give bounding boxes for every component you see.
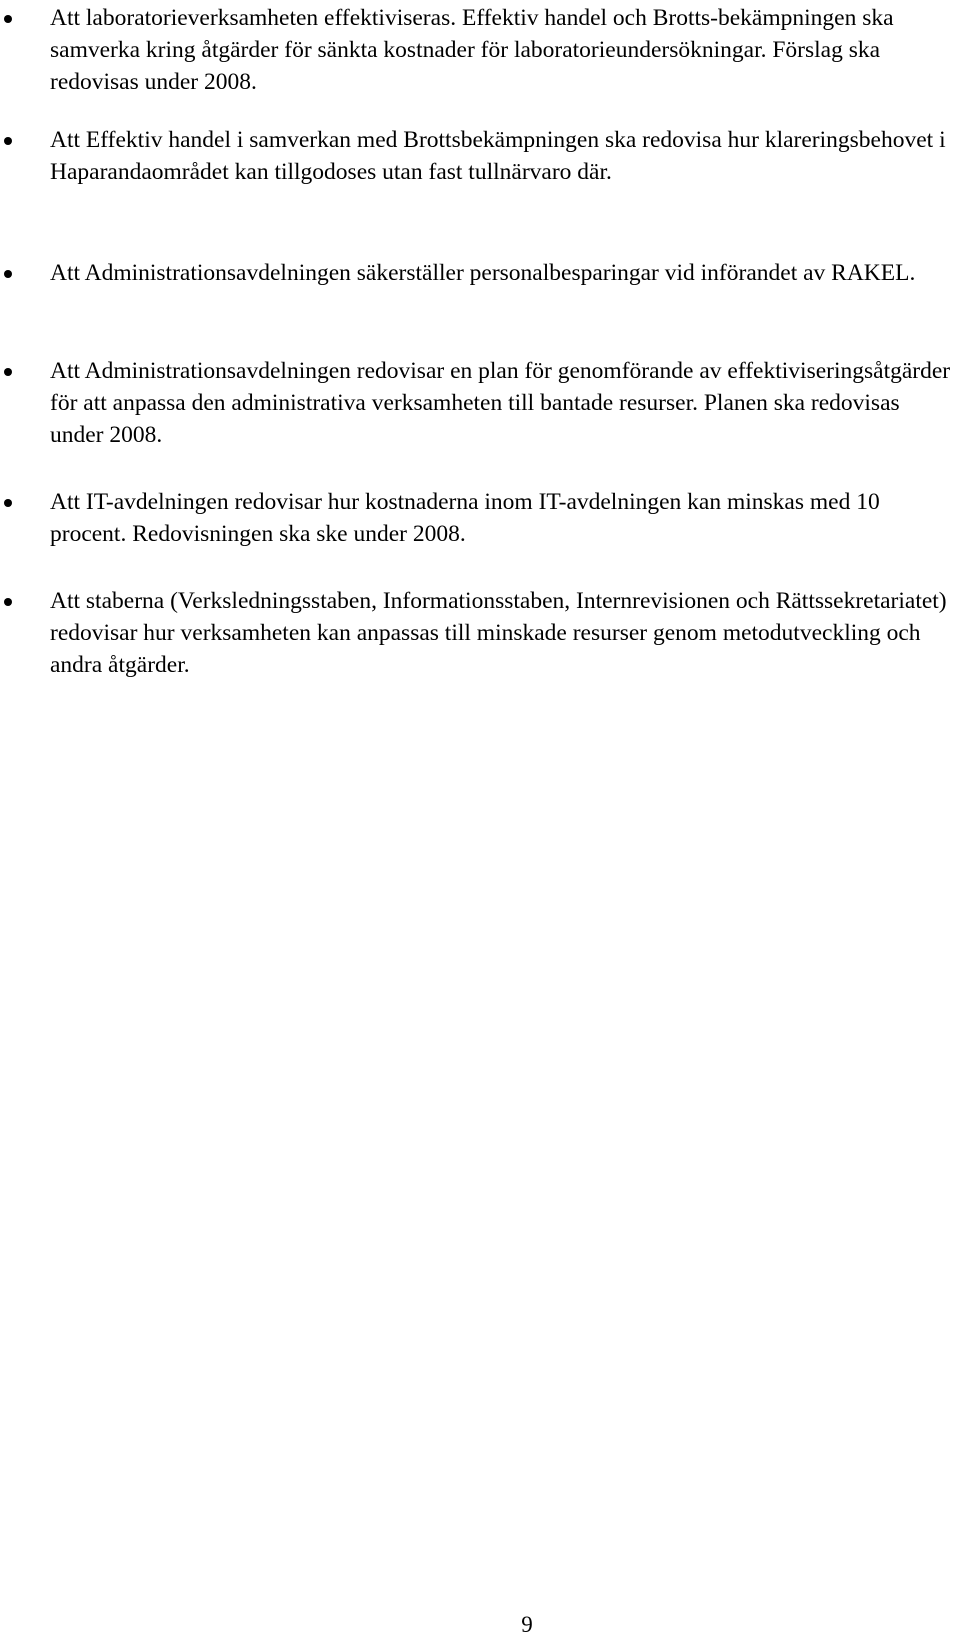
bullet-icon (4, 270, 12, 278)
bullet-text: Att Administrationsavdelningen säkerställer personalbesparingar vid införandet av RAKEL. (50, 260, 916, 286)
page-number: 9 (521, 1612, 533, 1637)
bullet-text: Att Administrationsavdelningen redovisar en plan för genomförande av effektiviseringsåtgärder för att anpassa den administrativa verksamheten till bantade resurser. Planen ska redovisas under 2008. (50, 358, 951, 448)
bullet-icon (4, 368, 12, 376)
bullet-text: Att staberna (Verksledningsstaben, Informationsstaben, Internrevisionen och Rättssekretariatet) redovisar hur verksamheten kan anpassas till minskade resurser genom metodutveckling och andra åtgärder. (50, 588, 947, 678)
bullet-icon (4, 499, 12, 507)
bullet-text: Att laboratorieverksamheten effektiviseras. Effektiv handel och Brotts-bekämpningen ska samverka kring åtgärder för sänkta kostnader för laboratorieundersökningar. Förslag ska redovisas under 2008. (50, 5, 894, 95)
bullet-icon (4, 15, 12, 23)
bullet-icon (4, 137, 12, 145)
bullet-text: Att Effektiv handel i samverkan med Brottsbekämpningen ska redovisa hur klareringsbehovet i Haparandaområdet kan tillgodoses utan fast tullnärvaro där. (50, 127, 946, 185)
bullet-text: Att IT-avdelningen redovisar hur kostnaderna inom IT-avdelningen kan minskas med 10 procent. Redovisningen ska ske under 2008. (50, 489, 880, 547)
bullet-icon (4, 598, 12, 606)
